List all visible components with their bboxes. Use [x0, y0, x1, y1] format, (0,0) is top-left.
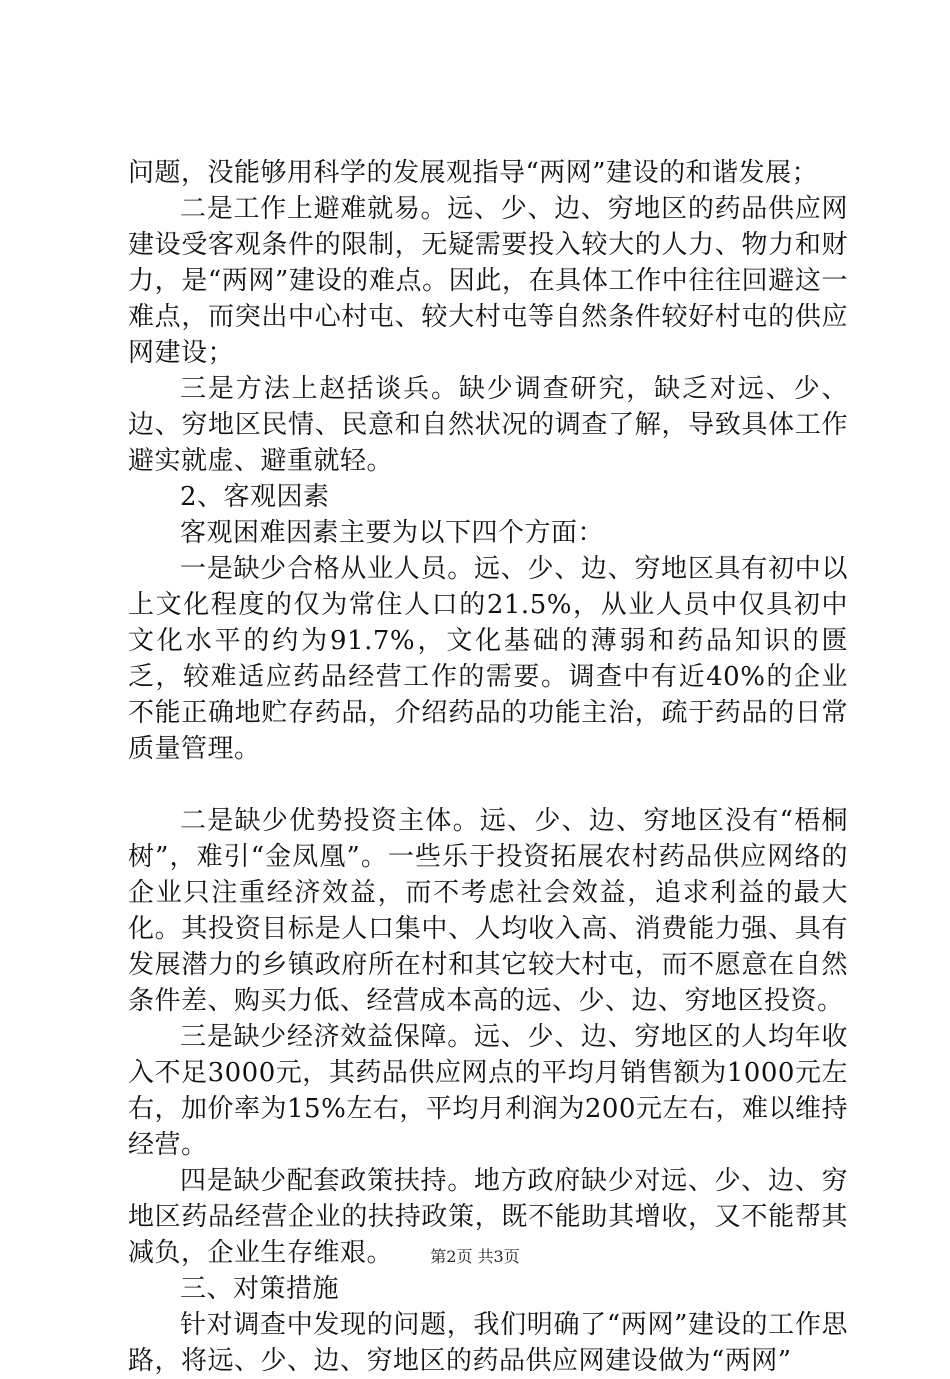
paragraph-objective-intro: 客观困难因素主要为以下四个方面：	[180, 518, 605, 548]
paragraph-subjective-point-2: 二是工作上避难就易。远、少、边、穷地区的药品供应网建设受客观条件的限制，无疑需要投入较大的人力、物力和财力，是“两网”建设的难点。因此，在具体工作中往往回避这一难点，而突出中心村屯、较大村屯等自然条件较好村屯的供应网建设；	[128, 194, 848, 368]
paragraph-objective-point-1: 一是缺少合格从业人员。远、少、边、穷地区具有初中以上文化程度的仅为常住人口的21.5%，从业人员中仅具初中文化水平的约为91.7%，文化基础的薄弱和药品知识的匮乏，较难适应药品经营工作的需要。调查中有近40%的企业不能正确地贮存药品，介绍药品的功能主治，疏于药品的日常质量管理。	[128, 554, 848, 764]
paragraph-countermeasures-intro: 针对调查中发现的问题，我们明确了“两网”建设的工作思路，将远、少、边、穷地区的药品供应网建设做为“两网”	[128, 1310, 848, 1376]
paragraph-objective-point-3: 三是缺少经济效益保障。远、少、边、穷地区的人均年收入不足3000元，其药品供应网点的平均月销售额为1000元左右，加价率为15%左右，平均月利润为200元左右，难以维持经营。	[128, 1022, 848, 1160]
document-body	[128, 155, 848, 1379]
paragraph-objective-point-4: 四是缺少配套政策扶持。地方政府缺少对远、少、边、穷地区药品经营企业的扶持政策，既不能助其增收，又不能帮其减负，企业生存维艰。	[128, 1166, 848, 1268]
paragraph-subjective-point-3: 三是方法上赵括谈兵。缺少调查研究，缺乏对远、少、边、穷地区民情、民意和自然状况的调查了解，导致具体工作避实就虚、避重就轻。	[128, 374, 848, 476]
section-heading-objective-factors: 2、客观因素	[180, 482, 330, 512]
section-heading-countermeasures: 三、对策措施	[180, 1274, 340, 1304]
page-number-footer: 第2页 共3页	[430, 1247, 520, 1266]
paragraph-objective-point-2: 二是缺少优势投资主体。远、少、边、穷地区没有“梧桐树”，难引“金凤凰”。一些乐于投资拓展农村药品供应网络的企业只注重经济效益，而不考虑社会效益，追求利益的最大化。其投资目标是人口集中、人均收入高、消费能力强、具有发展潜力的乡镇政府所在村和其它较大村屯，而不愿意在自然条件差、购买力低、经营成本高的远、少、边、穷地区投资。	[128, 806, 848, 1016]
paragraph-continuation: 问题，没能够用科学的发展观指导“两网”建设的和谐发展；	[128, 158, 819, 188]
